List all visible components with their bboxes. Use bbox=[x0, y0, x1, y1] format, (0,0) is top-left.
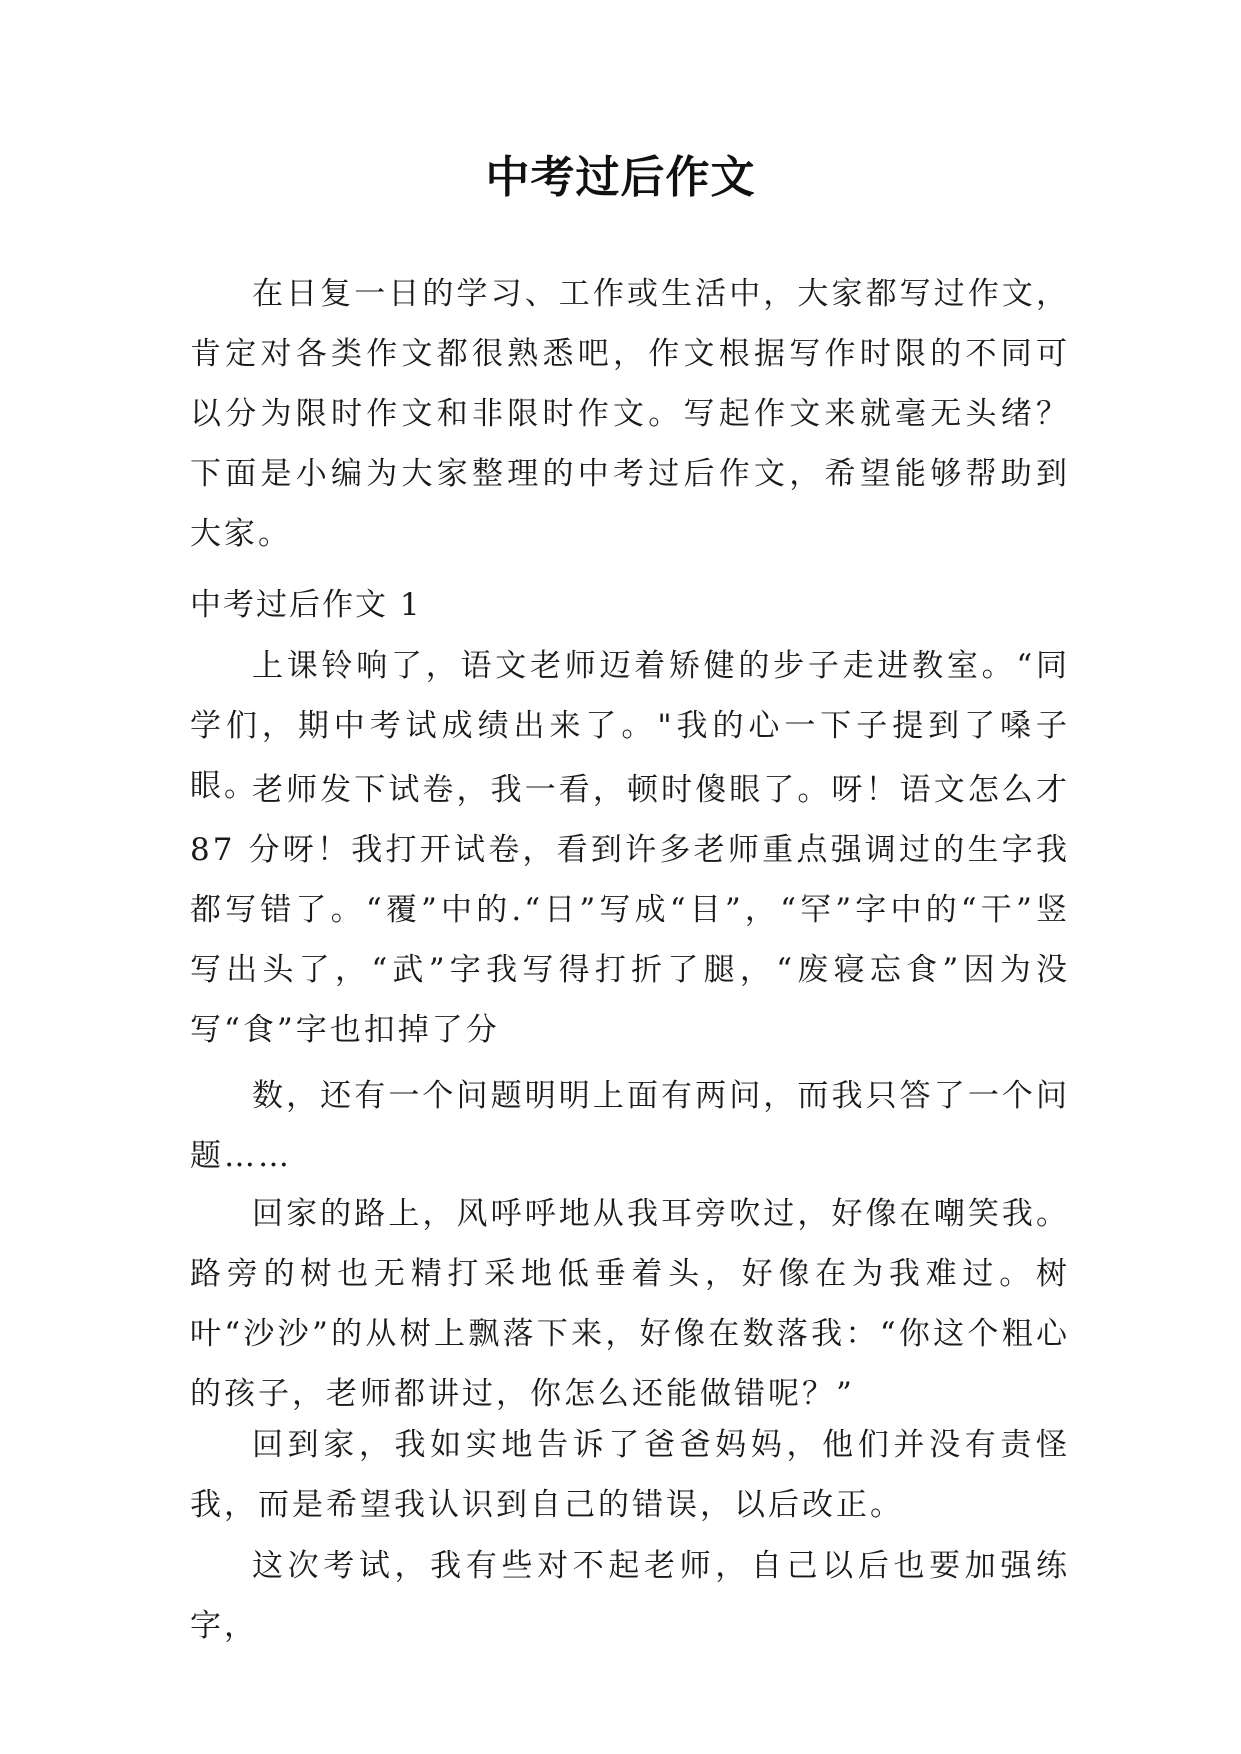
section-heading: 中考过后作文 1 bbox=[190, 587, 422, 623]
body-paragraph-1: 上课铃响了，语文老师迈着矫健的步子走进教室。“同学们，期中考试成绩出来了。"我的心一下子提到了嗓子眼。 bbox=[190, 648, 1070, 804]
body-paragraph-3: 数，还有一个问题明明上面有两问，而我只答了一个问题…… bbox=[190, 1078, 1070, 1174]
document-title: 中考过后作文 bbox=[485, 152, 756, 203]
body-paragraph-5: 回到家，我如实地告诉了爸爸妈妈，他们并没有责怪我，而是希望我认识到自己的错误，以后改正。 bbox=[190, 1427, 1070, 1523]
body-paragraph-6: 这次考试，我有些对不起老师，自己以后也要加强练字， bbox=[190, 1548, 1070, 1644]
body-paragraph-4: 回家的路上，风呼呼地从我耳旁吹过，好像在嘲笑我。路旁的树也无精打采地低垂着头，好像在为我难过。树叶“沙沙”的从树上飘落下来，好像在数落我：“你这个粗心的孩子，老师都讲过，你怎么还能做错呢？” bbox=[190, 1196, 1070, 1412]
body-paragraph-2: 老师发下试卷，我一看，顿时傻眼了。呀！语文怎么才 87 分呀！我打开试卷，看到许多老师重点强调过的生字我都写错了。“覆”中的.“日”写成“目”，“罕”字中的“干”竖写出头了，“武”字我写得打折了腿，“废寝忘食”因为没写“食”字也扣掉了分 bbox=[190, 772, 1070, 1048]
intro-paragraph: 在日复一日的学习、工作或生活中，大家都写过作文，肯定对各类作文都很熟悉吧，作文根据写作时限的不同可以分为限时作文和非限时作文。写起作文来就毫无头绪？下面是小编为大家整理的中考过后作文，希望能够帮助到大家。 bbox=[190, 276, 1070, 552]
